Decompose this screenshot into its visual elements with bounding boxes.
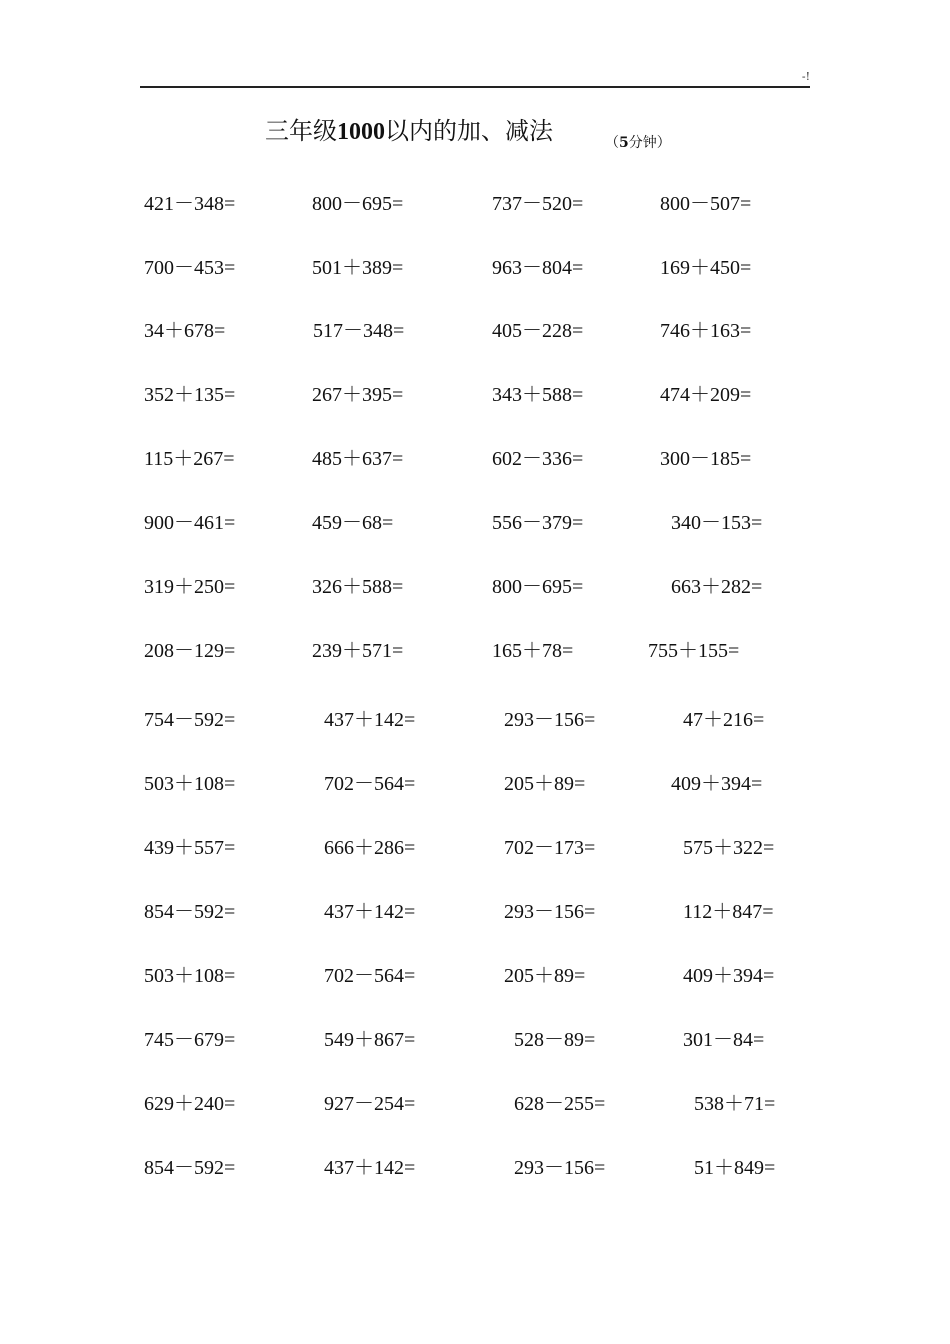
problem-r7-c4: 663＋282= [671,576,763,598]
note-open-paren: （ [605,135,619,151]
problem-r16-c4: 51＋849= [694,1157,776,1179]
problem-r7-c1: 319＋250= [144,576,236,598]
problem-r9-c2: 437＋142= [324,709,416,731]
problem-r14-c2: 549＋867= [324,1029,416,1051]
problem-r6-c2: 459－68= [312,512,394,534]
problem-r8-c1: 208－129= [144,640,236,662]
problem-r4-c4: 474＋209= [660,384,752,406]
problem-r8-c4: 755＋155= [648,640,740,662]
title-topic: 以内的加、减法 [385,117,553,145]
note-unit: 分钟 [628,135,657,151]
problem-r1-c2: 800－695= [312,193,404,215]
problem-r16-c1: 854－592= [144,1157,236,1179]
problem-r9-c1: 754－592= [144,709,236,731]
problem-r10-c4: 409＋394= [671,773,763,795]
problem-r8-c2: 239＋571= [312,640,404,662]
problem-r16-c3: 293－156= [514,1157,606,1179]
problem-r4-c1: 352＋135= [144,384,236,406]
problem-r13-c2: 702－564= [324,965,416,987]
note-minutes: 5 [619,135,629,151]
problem-r16-c2: 437＋142= [324,1157,416,1179]
problem-r9-c3: 293－156= [504,709,596,731]
problem-r2-c2: 501＋389= [312,257,404,279]
problem-r11-c3: 702－173= [504,837,596,859]
problem-r6-c4: 340－153= [671,512,763,534]
problem-r10-c2: 702－564= [324,773,416,795]
problem-r14-c3: 528－89= [514,1029,596,1051]
problem-r15-c1: 629＋240= [144,1093,236,1115]
problem-r1-c4: 800－507= [660,193,752,215]
problem-r1-c1: 421－348= [144,193,236,215]
problem-r9-c4: 47＋216= [683,709,765,731]
header-mark: -! [801,70,810,83]
problem-r15-c4: 538＋71= [694,1093,776,1115]
problem-r12-c4: 112＋847= [683,901,774,923]
problem-r2-c1: 700－453= [144,257,236,279]
problem-r2-c3: 963－804= [492,257,584,279]
problem-r11-c1: 439＋557= [144,837,236,859]
problem-r13-c3: 205＋89= [504,965,586,987]
problem-r2-c4: 169＋450= [660,257,752,279]
problem-r5-c3: 602－336= [492,448,584,470]
problem-r14-c1: 745－679= [144,1029,236,1051]
problem-r11-c4: 575＋322= [683,837,775,859]
problem-r3-c4: 746＋163= [660,320,752,342]
problem-r13-c1: 503＋108= [144,965,236,987]
problem-r1-c3: 737－520= [492,193,584,215]
title-number: 1000 [337,119,385,145]
problem-r10-c1: 503＋108= [144,773,236,795]
problem-r12-c3: 293－156= [504,901,596,923]
problem-r7-c2: 326＋588= [312,576,404,598]
problem-r12-c2: 437＋142= [324,901,416,923]
problem-r3-c1: 34＋678= [144,320,226,342]
title-grade: 三年级 [265,117,337,145]
problem-r5-c2: 485＋637= [312,448,404,470]
problem-r13-c4: 409＋394= [683,965,775,987]
problem-r5-c1: 115＋267= [144,448,235,470]
note-close-paren: ） [656,135,671,151]
problem-r12-c1: 854－592= [144,901,236,923]
problem-r5-c4: 300－185= [660,448,752,470]
problem-r3-c2: 517－348= [313,320,405,342]
problem-r7-c3: 800－695= [492,576,584,598]
problem-r10-c3: 205＋89= [504,773,586,795]
problem-r14-c4: 301－84= [683,1029,765,1051]
problem-r11-c2: 666＋286= [324,837,416,859]
problem-r6-c3: 556－379= [492,512,584,534]
problem-r8-c3: 165＋78= [492,640,574,662]
problem-r3-c3: 405－228= [492,320,584,342]
problem-r15-c2: 927－254= [324,1093,416,1115]
problem-r15-c3: 628－255= [514,1093,606,1115]
problem-r4-c3: 343＋588= [492,384,584,406]
problem-r4-c2: 267＋395= [312,384,404,406]
problem-r6-c1: 900－461= [144,512,236,534]
